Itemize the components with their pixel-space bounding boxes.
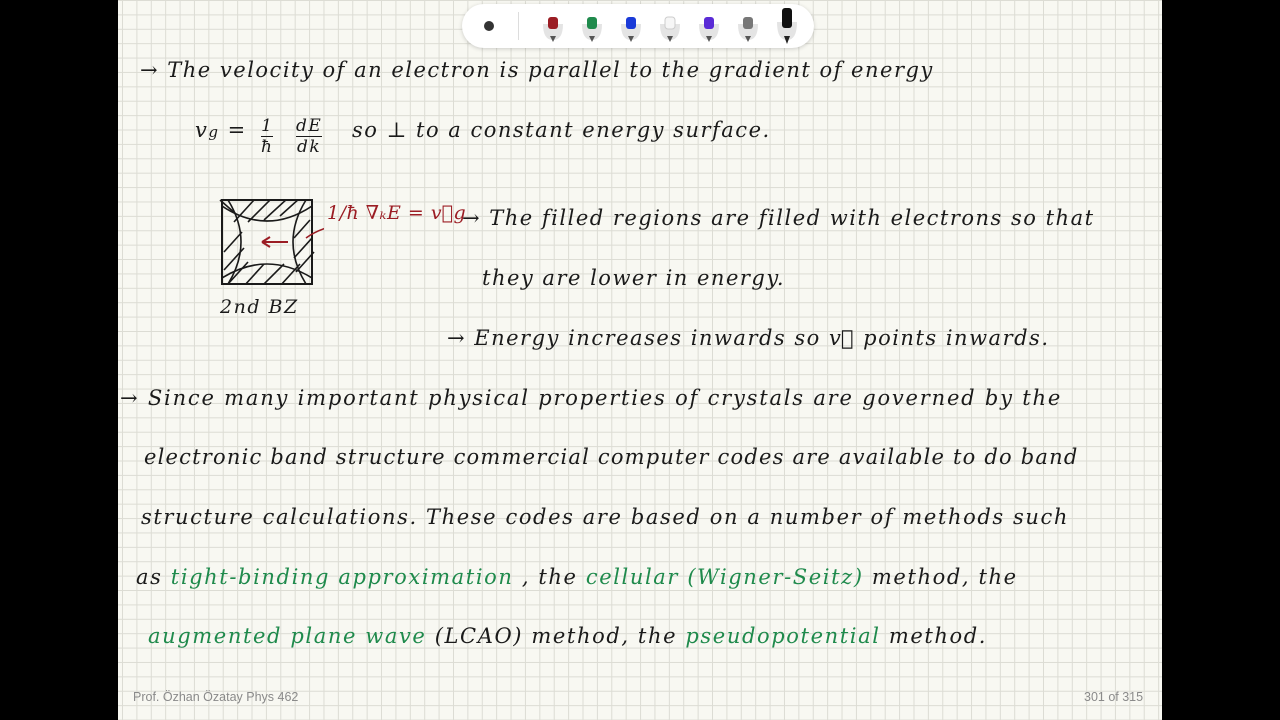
note-energy-inwards: → Energy increases inwards so v⃗ points inwards. <box>447 326 1050 350</box>
eq-denominator-hbar: ħ <box>261 137 274 157</box>
note-filled-regions-1: → The filled regions are filled with electrons so that <box>462 206 1095 230</box>
eq-sub-g: g <box>208 123 220 141</box>
notebook-page <box>118 0 1162 720</box>
paragraph-line-5 <box>148 624 987 648</box>
paragraph-line-1: → Since many important physical properties of crystals are governed by the <box>120 386 1063 410</box>
note-filled-regions-2: they are lower in energy. <box>482 266 786 290</box>
eq-denominator-dk: dk <box>297 137 322 157</box>
term-cellular: cellular (Wigner-Seitz) <box>585 565 864 589</box>
term-tight-binding: tight-binding approximation <box>170 565 514 589</box>
term-augmented-plane-wave: augmented plane wave <box>148 624 427 648</box>
pen-toolbar <box>462 4 814 48</box>
blue-pen-icon[interactable] <box>618 10 644 42</box>
eq-fraction-1-hbar <box>261 116 273 157</box>
gradient-annotation: 1/ħ ∇ₖE = v⃗g <box>327 202 467 224</box>
p5-lcao: (LCAO) method, the <box>434 624 678 648</box>
p5-method: method. <box>888 624 988 648</box>
paragraph-line-3: structure calculations. These codes are based on a number of methods such <box>141 505 1070 529</box>
gray-pen-icon[interactable] <box>735 10 761 42</box>
eq-numerator-one: 1 <box>261 116 274 136</box>
p4-the: , the <box>521 565 578 589</box>
note-line-velocity: → The velocity of an electron is parallel to the gradient of energy <box>140 58 934 82</box>
term-pseudopotential: pseudopotential <box>685 624 881 648</box>
eq-velocity-lhs <box>195 118 247 142</box>
brillouin-zone-diagram <box>214 192 324 292</box>
eq-equals: = <box>227 118 247 142</box>
paragraph-line-2: electronic band structure commercial computer codes are available to do band <box>144 445 1079 469</box>
eq-rest-text: so ⊥ to a constant energy surface. <box>352 118 771 142</box>
footer-page-number: 301 of 315 <box>1084 690 1144 704</box>
toolbar-divider <box>518 12 519 40</box>
paragraph-line-4 <box>136 565 1018 589</box>
white-pen-icon[interactable] <box>657 10 683 42</box>
purple-pen-icon[interactable] <box>696 10 722 42</box>
p4-as: as <box>136 565 163 589</box>
eq-fraction-dE-dk <box>296 116 322 157</box>
dot-tool-button[interactable] <box>484 21 494 31</box>
red-pen-icon[interactable] <box>540 10 566 42</box>
footer-author: Prof. Özhan Özatay Phys 462 <box>133 690 299 704</box>
eq-v: v <box>195 118 209 142</box>
black-pen-icon[interactable] <box>774 6 800 44</box>
diagram-label-2nd-bz: 2nd BZ <box>220 296 299 318</box>
green-pen-icon[interactable] <box>579 10 605 42</box>
eq-numerator-dE: dE <box>296 116 323 136</box>
p4-method: method, the <box>871 565 1018 589</box>
